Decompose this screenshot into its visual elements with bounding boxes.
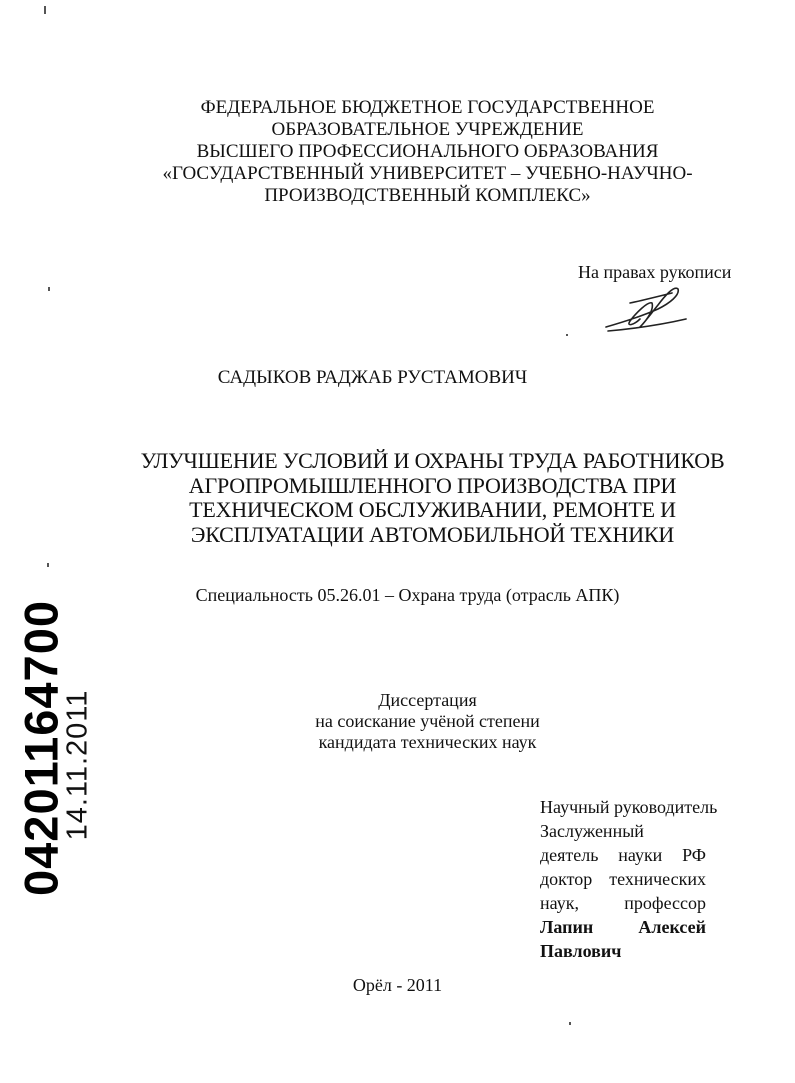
degree-line: Диссертация [378,690,477,710]
institution-line: ОБРАЗОВАТЕЛЬНОЕ УЧРЕЖДЕНИЕ [271,119,584,140]
scan-speck [44,6,46,14]
dissertation-title [35,449,795,547]
scan-speck [566,334,568,336]
degree-statement [30,690,795,753]
degree-line: на соискание учёной степени [315,711,540,731]
scan-speck [47,563,49,567]
advisor-title-line: наук, профессор [540,893,706,913]
city-year: Орёл - 2011 [352,975,443,995]
advisor-name: Павлович [540,941,622,961]
author-name: САДЫКОВ РАДЖАБ РУСТАМОВИЧ [217,367,528,388]
scan-speck [48,287,50,291]
library-stamp-number: 04201164700 [14,600,68,896]
institution-line: ФЕДЕРАЛЬНОЕ БЮДЖЕТНОЕ ГОСУДАРСТВЕННОЕ [200,97,655,118]
library-stamp-date: 14.11.2011 [61,689,94,841]
advisor-title-line: доктор технических [540,869,706,889]
institution-line: ВЫСШЕГО ПРОФЕССИОНАЛЬНОГО ОБРАЗОВАНИЯ [196,141,659,162]
manuscript-rights-note: На правах рукописи [578,262,732,282]
scan-speck [569,1022,571,1025]
specialty-line: Специальность 05.26.01 – Охрана труда (отрасль АПК) [195,585,620,605]
title-line: ЭКСПЛУАТАЦИИ АВТОМОБИЛЬНОЙ ТЕХНИКИ [190,521,675,547]
title-line: АГРОПРОМЫШЛЕННОГО ПРОИЗВОДСТВА ПРИ [188,472,677,498]
institution-line: «ГОСУДАРСТВЕННЫЙ УНИВЕРСИТЕТ – УЧЕБНО-НАУЧНО- [162,163,693,184]
title-line: ТЕХНИЧЕСКОМ ОБСЛУЖИВАНИИ, РЕМОНТЕ И [189,497,676,522]
title-line: УЛУЧШЕНИЕ УСЛОВИЙ И ОХРАНЫ ТРУДА РАБОТНИКОВ [140,448,725,473]
scientific-advisor [540,795,718,963]
advisor-title-line: Заслуженный [540,821,644,841]
degree-line: кандидата технических наук [318,732,537,752]
advisor-title-line: деятель науки РФ [540,845,706,865]
handwritten-signature [600,283,688,335]
advisor-role: Научный руководитель [540,797,718,817]
institution-line: ПРОИЗВОДСТВЕННЫЙ КОМПЛЕКС» [264,185,591,206]
institution-name [30,97,795,207]
advisor-name: Лапин Алексей [540,917,706,937]
